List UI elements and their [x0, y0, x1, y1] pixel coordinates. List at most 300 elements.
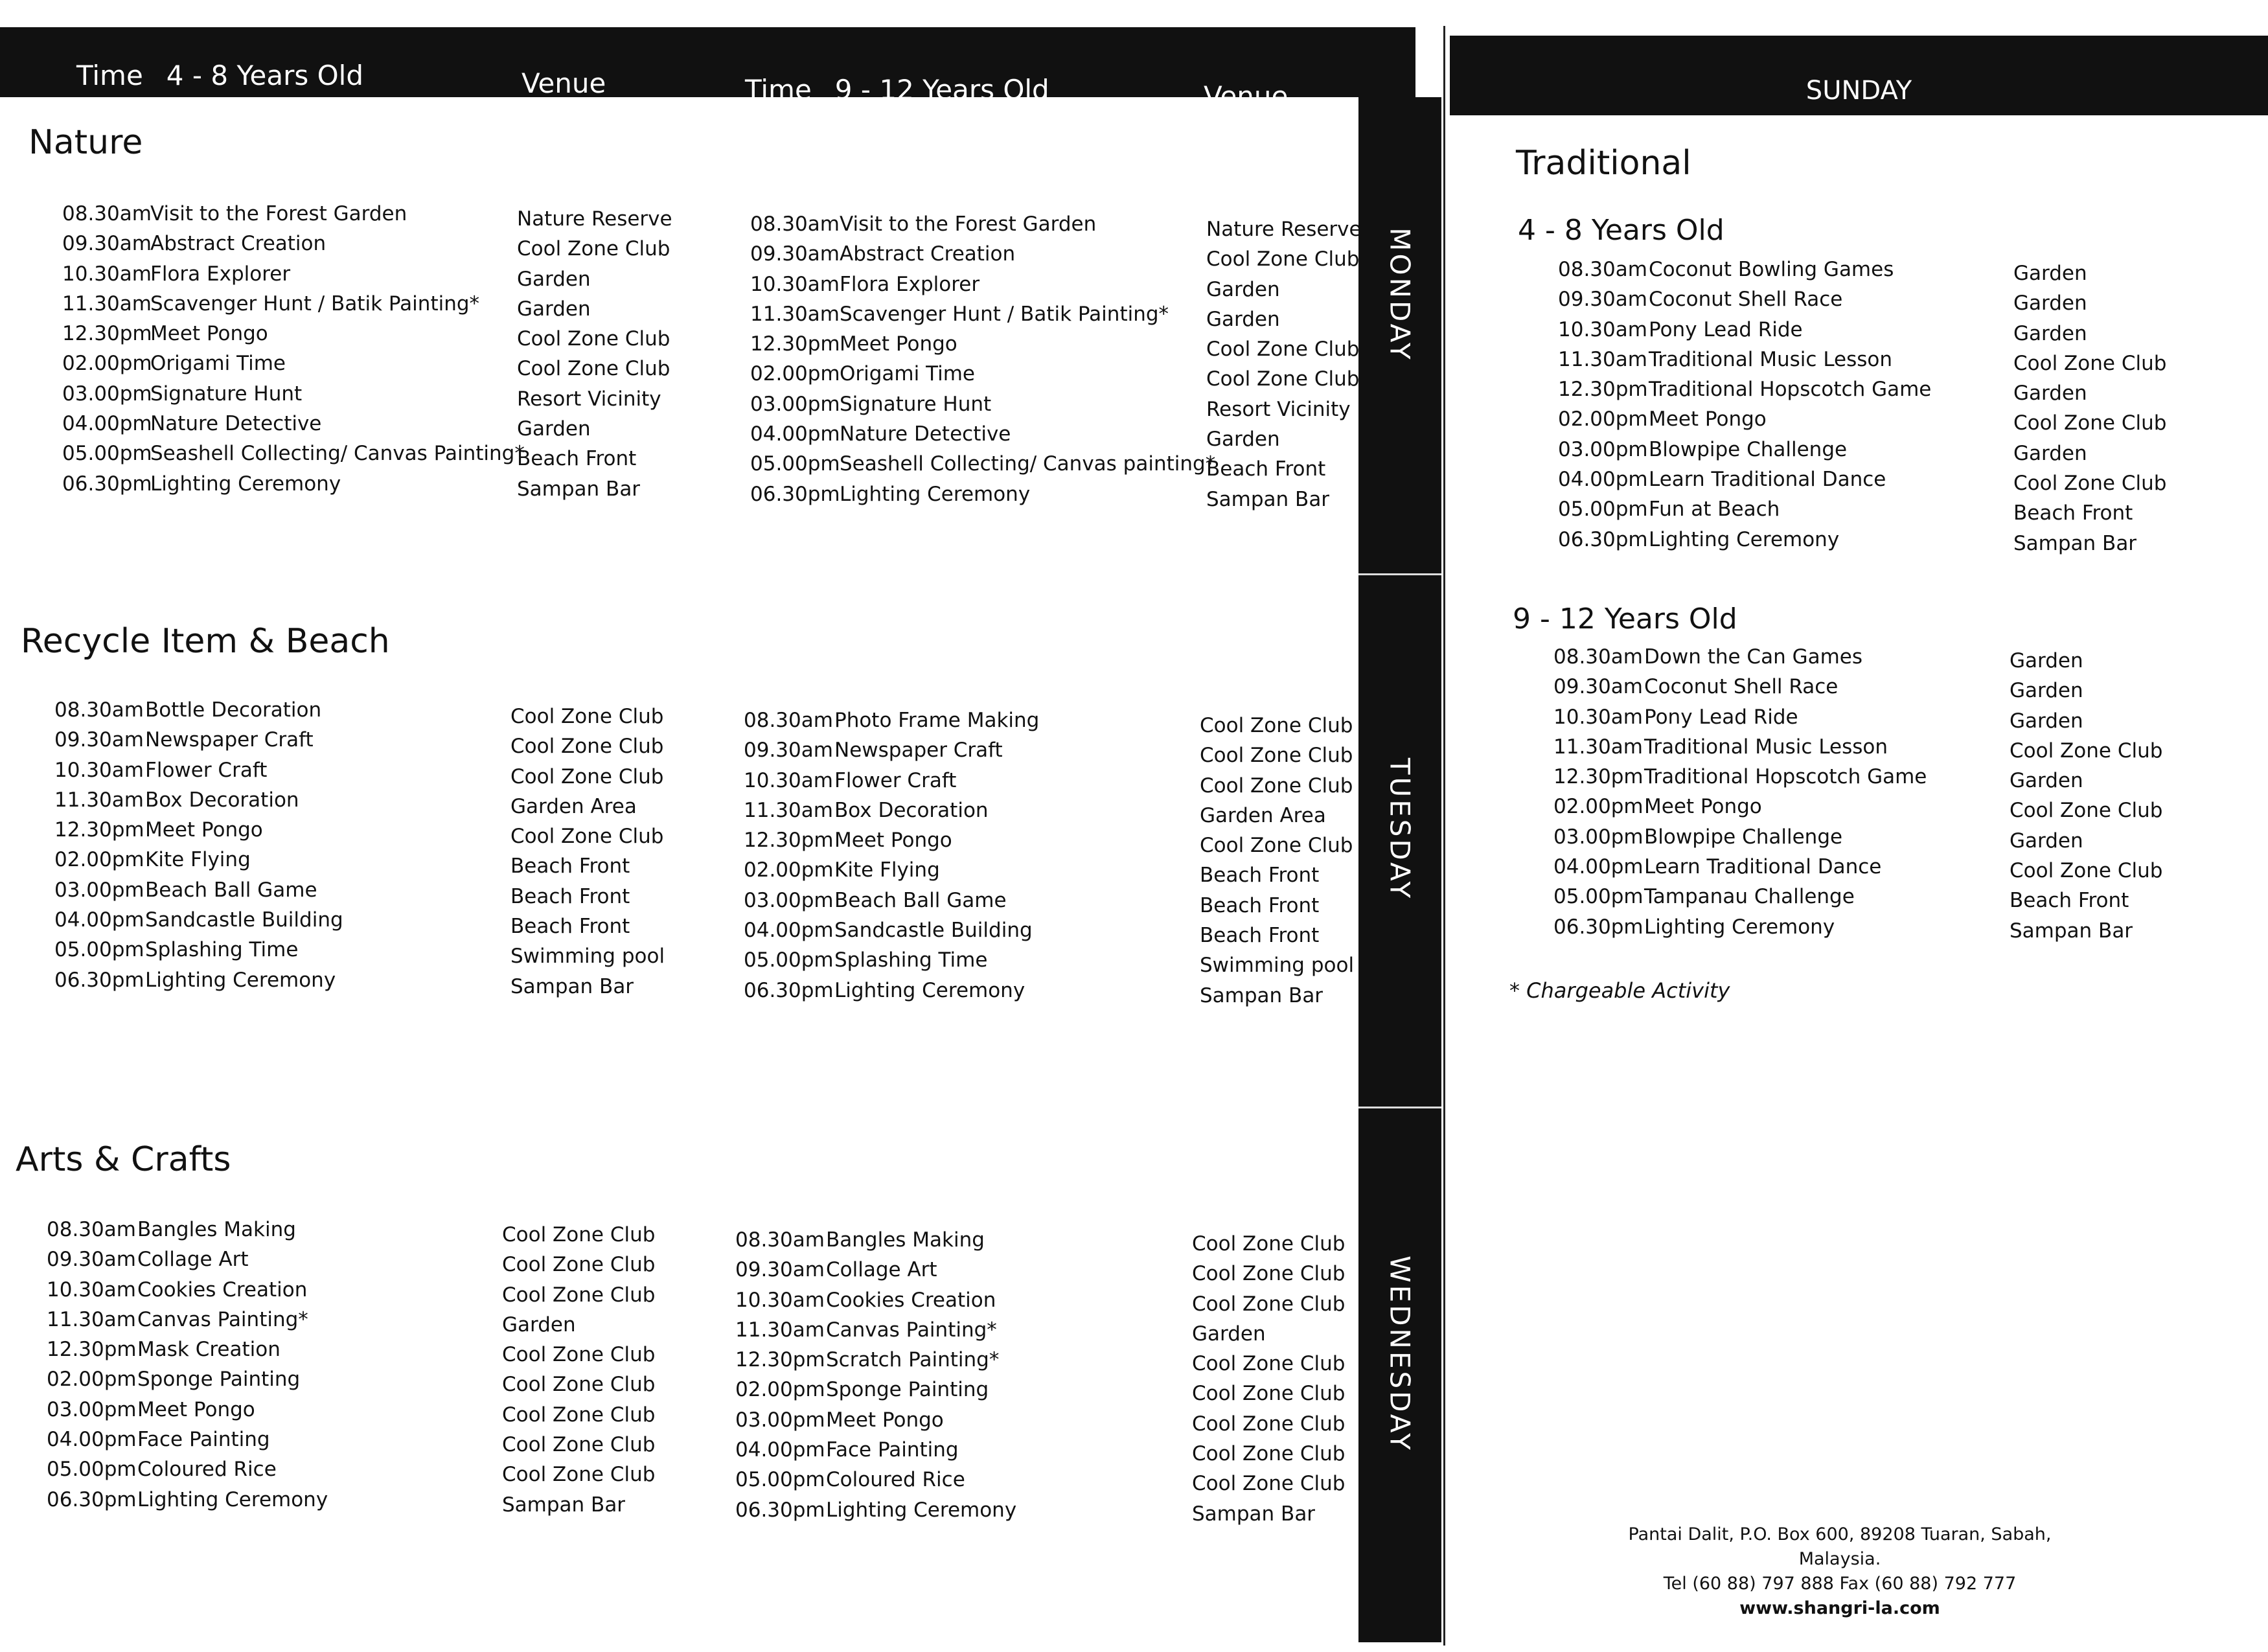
activity-time: 03.00pm: [62, 382, 152, 406]
schedule-row: [62, 292, 480, 322]
activity-venue: Resort Vicinity: [1206, 397, 1351, 421]
activity-venue: Garden: [2013, 441, 2087, 465]
activity-name: Meet Pongo: [145, 818, 263, 842]
schedule-row: [47, 1338, 281, 1368]
activity-name: Kite Flying: [145, 848, 251, 872]
activity-time: 05.00pm: [47, 1458, 137, 1482]
activity-venue: Beach Front: [1206, 457, 1326, 481]
schedule-row: [1558, 288, 1843, 317]
resort-contact-footer: [1600, 1522, 2079, 1621]
activity-time: 06.30pm: [62, 472, 152, 496]
schedule-row: [62, 382, 303, 412]
activity-name: Scratch Painting*: [826, 1348, 1000, 1372]
schedule-row: [1558, 468, 1886, 498]
activity-time: 06.30pm: [744, 978, 834, 1002]
section-title-traditional: Traditional: [1516, 144, 1691, 183]
col-time-age-9-12: [745, 74, 1049, 106]
schedule-row: [47, 1218, 296, 1248]
schedule-row: [62, 322, 268, 352]
activity-venue: Beach Front: [510, 855, 630, 878]
schedule-row: [1553, 705, 1798, 735]
activity-venue: Sampan Bar: [1206, 487, 1330, 511]
activity-time: 10.30am: [1553, 705, 1643, 729]
schedule-row: [735, 1408, 944, 1438]
activity-venue: Cool Zone Club: [1200, 744, 1353, 768]
activity-venue: Cool Zone Club: [1192, 1292, 1346, 1316]
activity-name: Signature Hunt: [840, 392, 992, 416]
activity-name: Box Decoration: [145, 788, 299, 812]
schedule-recycle-9-12: [744, 709, 1040, 1009]
activity-time: 02.00pm: [1558, 407, 1648, 431]
activity-time: 08.30am: [1558, 258, 1647, 281]
activity-time: 03.00pm: [1558, 437, 1648, 461]
activity-time: 09.30am: [62, 232, 152, 256]
schedule-row: [54, 878, 317, 908]
spine-divider: [1358, 1107, 1441, 1108]
activity-venue: Cool Zone Club: [502, 1463, 656, 1487]
activity-name: Traditional Hopscotch Game: [1649, 378, 1932, 402]
activity-name: Lighting Ceremony: [1649, 527, 1840, 551]
schedule-row: [744, 798, 989, 829]
activity-name: Scavenger Hunt / Batik Painting*: [150, 292, 480, 315]
activity-time: 04.00pm: [735, 1438, 825, 1462]
activity-time: 03.00pm: [47, 1397, 137, 1421]
activity-time: 06.30pm: [47, 1487, 137, 1511]
activity-name: Meet Pongo: [1649, 407, 1767, 431]
activity-time: 08.30am: [62, 202, 152, 225]
activity-name: Seashell Collecting/ Canvas Painting*: [150, 442, 525, 466]
activity-time: 03.00pm: [735, 1408, 825, 1432]
chargeable-footnote: * Chargeable Activity: [1509, 978, 1730, 1003]
activity-time: 09.30am: [1558, 288, 1647, 312]
schedule-row: [1558, 527, 1840, 558]
activity-name: Face Painting: [137, 1428, 270, 1452]
schedule-row: [1553, 675, 1838, 705]
activity-time: 11.30am: [47, 1307, 136, 1331]
sunday-title: SUNDAY: [1805, 76, 1912, 106]
venues-recycle-4-8: [510, 705, 665, 1005]
activity-time: 08.30am: [54, 698, 144, 722]
section-title-arts: Arts & Crafts: [16, 1140, 231, 1179]
activity-name: Lighting Ceremony: [834, 978, 1025, 1002]
schedule-row: [54, 938, 299, 968]
activity-name: Coloured Rice: [137, 1458, 277, 1482]
activity-venue: Cool Zone Club: [1192, 1472, 1346, 1496]
day-label-wednesday: WEDNESDAY: [1384, 1256, 1416, 1452]
activity-name: Newspaper Craft: [145, 728, 314, 752]
activity-name: Blowpipe Challenge: [1649, 437, 1848, 461]
activity-name: Meet Pongo: [150, 322, 268, 346]
activity-time: 10.30am: [750, 272, 840, 296]
activity-venue: Cool Zone Club: [1206, 338, 1360, 361]
activity-name: Box Decoration: [834, 798, 989, 822]
activity-time: 12.30pm: [47, 1338, 137, 1362]
schedule-row: [47, 1428, 270, 1458]
activity-name: Coconut Shell Race: [1644, 675, 1838, 699]
activity-name: Meet Pongo: [834, 829, 952, 853]
schedule-arts-9-12: [735, 1228, 1017, 1528]
activity-name: Meet Pongo: [1644, 795, 1762, 819]
activity-name: Canvas Painting*: [137, 1307, 308, 1331]
activity-time: 02.00pm: [750, 362, 840, 386]
activity-venue: Cool Zone Club: [1192, 1262, 1346, 1286]
col-venue-1: Venue: [521, 67, 606, 99]
activity-venue: Cool Zone Club: [1200, 714, 1353, 737]
schedule-row: [1558, 498, 1780, 527]
activity-time: 02.00pm: [62, 352, 152, 376]
schedule-row: [1558, 258, 1894, 288]
schedule-row: [62, 472, 341, 502]
schedule-row: [744, 829, 952, 858]
activity-time: 10.30am: [1558, 317, 1647, 341]
col-time-age-4-8: [76, 60, 363, 91]
day-spine: [1358, 97, 1441, 1642]
activity-time: 11.30am: [744, 798, 833, 822]
activity-time: 05.00pm: [1558, 498, 1648, 522]
schedule-row: [54, 908, 343, 938]
schedule-traditional-9-12: [1553, 645, 1927, 945]
activity-venue: Cool Zone Club: [1206, 247, 1360, 271]
venues-arts-4-8: [502, 1223, 655, 1523]
activity-venue: Sampan Bar: [2010, 919, 2133, 943]
activity-name: Meet Pongo: [840, 332, 957, 356]
activity-name: Visit to the Forest Garden: [150, 202, 407, 225]
activity-venue: Cool Zone Club: [517, 327, 670, 351]
activity-name: Coloured Rice: [826, 1468, 965, 1492]
venues-traditional-9-12: [2010, 649, 2162, 949]
activity-time: 10.30am: [54, 758, 144, 782]
activity-name: Traditional Hopscotch Game: [1644, 765, 1927, 789]
activity-time: 12.30pm: [735, 1348, 825, 1372]
footer-website: www.shangri-la.com: [1739, 1598, 1940, 1618]
age-label-9-12: 9 - 12 Years Old: [834, 74, 1049, 106]
schedule-row: [750, 362, 975, 392]
activity-time: 10.30am: [62, 262, 152, 286]
activity-venue: Cool Zone Club: [510, 735, 664, 759]
activity-venue: Garden: [517, 297, 591, 321]
activity-name: Lighting Ceremony: [826, 1498, 1017, 1522]
activity-time: 08.30am: [47, 1218, 136, 1241]
day-label-monday: MONDAY: [1384, 227, 1416, 362]
activity-name: Learn Traditional Dance: [1649, 468, 1886, 492]
activity-name: Meet Pongo: [137, 1397, 255, 1421]
schedule-row: [744, 739, 1003, 768]
schedule-row: [47, 1397, 255, 1428]
schedule-row: [62, 202, 407, 232]
activity-venue: Garden Area: [510, 794, 637, 818]
activity-name: Mask Creation: [137, 1338, 281, 1362]
activity-name: Beach Ball Game: [145, 878, 317, 902]
activity-name: Collage Art: [826, 1258, 937, 1282]
venues-nature-9-12: [1206, 218, 1362, 518]
activity-name: Learn Traditional Dance: [1644, 855, 1882, 879]
activity-venue: Cool Zone Club: [1192, 1442, 1346, 1466]
schedule-row: [47, 1248, 249, 1278]
activity-venue: Garden: [1206, 428, 1280, 452]
schedule-row: [1553, 885, 1855, 915]
schedule-row: [750, 332, 957, 362]
activity-time: 02.00pm: [54, 848, 144, 872]
col-venue-2: Venue: [1204, 80, 1289, 112]
activity-venue: Beach Front: [1200, 864, 1320, 888]
schedule-row: [54, 758, 268, 788]
schedule-row: [47, 1487, 328, 1518]
activity-time: 04.00pm: [54, 908, 144, 932]
venues-recycle-9-12: [1200, 714, 1354, 1014]
schedule-row: [735, 1258, 937, 1288]
activity-venue: Cool Zone Club: [502, 1433, 656, 1457]
sunday-header-bar: [1450, 36, 2268, 115]
activity-time: 12.30pm: [62, 322, 152, 346]
activity-venue: Garden: [2010, 829, 2083, 853]
activity-time: 09.30am: [54, 728, 144, 752]
footer-phone: Tel (60 88) 797 888 Fax (60 88) 792 777: [1663, 1574, 2017, 1594]
activity-venue: Nature Reserve: [517, 207, 672, 231]
activity-name: Sandcastle Building: [834, 919, 1033, 943]
schedule-row: [750, 452, 1216, 482]
schedule-row: [47, 1278, 308, 1308]
activity-name: Lighting Ceremony: [840, 482, 1031, 506]
activity-time: 04.00pm: [62, 412, 152, 436]
activity-name: Flora Explorer: [150, 262, 291, 286]
activity-time: 10.30am: [744, 768, 833, 792]
activity-time: 02.00pm: [735, 1378, 825, 1402]
activity-time: 12.30pm: [1553, 765, 1644, 789]
weekday-header-bar: [0, 27, 1415, 112]
activity-name: Tampanau Challenge: [1644, 885, 1855, 909]
activity-venue: Cool Zone Club: [502, 1223, 656, 1246]
schedule-row: [62, 442, 525, 472]
activity-time: 12.30pm: [750, 332, 840, 356]
activity-name: Face Painting: [826, 1438, 959, 1462]
schedule-row: [735, 1348, 1000, 1378]
activity-venue: Cool Zone Club: [502, 1373, 656, 1397]
activity-time: 11.30am: [54, 788, 144, 812]
traditional-age-9-12: 9 - 12 Years Old: [1513, 602, 1737, 636]
activity-venue: Sampan Bar: [517, 477, 641, 501]
activity-venue: Cool Zone Club: [502, 1403, 656, 1427]
activity-name: Lighting Ceremony: [145, 968, 336, 992]
activity-name: Bottle Decoration: [145, 698, 322, 722]
activity-name: Lighting Ceremony: [137, 1487, 328, 1511]
activity-venue: Swimming pool: [510, 945, 665, 969]
activity-venue: Cool Zone Club: [517, 237, 670, 261]
activity-time: 10.30am: [735, 1288, 825, 1312]
activity-name: Traditional Music Lesson: [1649, 347, 1893, 371]
activity-venue: Garden: [1206, 307, 1280, 331]
day-label-tuesday: TUESDAY: [1384, 757, 1416, 901]
activity-time: 02.00pm: [744, 858, 834, 882]
activity-venue: Cool Zone Club: [510, 705, 664, 728]
traditional-age-4-8: 4 - 8 Years Old: [1518, 214, 1724, 247]
schedule-row: [750, 212, 1097, 242]
schedule-row: [735, 1438, 959, 1468]
activity-venue: Cool Zone Club: [2013, 351, 2167, 375]
activity-venue: Sampan Bar: [502, 1493, 626, 1517]
activity-venue: Garden: [2013, 321, 2087, 345]
activity-venue: Cool Zone Club: [2013, 411, 2167, 435]
schedule-row: [62, 232, 326, 262]
activity-venue: Cool Zone Club: [502, 1253, 656, 1277]
schedule-row: [744, 709, 1040, 739]
activity-time: 06.30pm: [1553, 915, 1644, 939]
activity-time: 02.00pm: [47, 1368, 137, 1392]
activity-venue: Beach Front: [510, 915, 630, 939]
activity-time: 09.30am: [1553, 675, 1643, 699]
activity-venue: Cool Zone Club: [510, 764, 664, 788]
activity-time: 11.30am: [750, 302, 840, 326]
activity-time: 09.30am: [744, 739, 833, 763]
activity-name: Abstract Creation: [840, 242, 1016, 266]
schedule-arts-4-8: [47, 1218, 328, 1518]
activity-time: 04.00pm: [47, 1428, 137, 1452]
activity-time: 10.30am: [47, 1278, 136, 1302]
activity-venue: Beach Front: [1200, 924, 1320, 948]
activity-venue: Resort Vicinity: [517, 387, 661, 411]
schedule-row: [750, 392, 992, 422]
activity-name: Lighting Ceremony: [1644, 915, 1835, 939]
activity-venue: Cool Zone Club: [1192, 1352, 1346, 1376]
activity-time: 11.30am: [62, 292, 152, 315]
activity-name: Splashing Time: [834, 948, 988, 972]
schedule-row: [1558, 347, 1893, 378]
activity-venue: Garden: [2010, 679, 2083, 703]
schedule-row: [47, 1458, 277, 1487]
activity-name: Beach Ball Game: [834, 888, 1007, 912]
activity-time: 08.30am: [750, 212, 840, 236]
schedule-row: [54, 728, 314, 758]
schedule-row: [1553, 735, 1888, 765]
activity-time: 03.00pm: [1553, 825, 1644, 849]
schedule-row: [744, 948, 988, 978]
activity-name: Lighting Ceremony: [150, 472, 341, 496]
activity-venue: Cool Zone Club: [502, 1343, 656, 1367]
activity-name: Meet Pongo: [826, 1408, 944, 1432]
activity-name: Sponge Painting: [826, 1378, 989, 1402]
footer-address: Pantai Dalit, P.O. Box 600, 89208 Tuaran, Sabah, Malaysia.: [1628, 1524, 2052, 1569]
schedule-row: [54, 848, 251, 878]
activity-venue: Sampan Bar: [510, 974, 634, 998]
schedule-row: [1553, 915, 1835, 945]
activity-time: 04.00pm: [1553, 855, 1644, 879]
time-label: Time: [76, 60, 143, 91]
activity-venue: Cool Zone Club: [2013, 472, 2167, 496]
activity-time: 04.00pm: [1558, 468, 1648, 492]
activity-venue: Garden: [517, 267, 591, 291]
activity-time: 11.30am: [735, 1318, 825, 1342]
activity-venue: Cool Zone Club: [510, 825, 664, 849]
activity-time: 08.30am: [735, 1228, 825, 1252]
activity-time: 03.00pm: [54, 878, 144, 902]
schedule-nature-9-12: [750, 212, 1216, 512]
activity-name: Canvas Painting*: [826, 1318, 997, 1342]
schedule-row: [735, 1498, 1017, 1528]
schedule-row: [744, 978, 1025, 1009]
activity-name: Seashell Collecting/ Canvas painting*: [840, 452, 1216, 476]
schedule-traditional-4-8: [1558, 258, 1932, 558]
schedule-row: [750, 242, 1016, 272]
activity-time: 05.00pm: [744, 948, 834, 972]
schedule-row: [1553, 765, 1927, 795]
activity-venue: Garden: [2013, 382, 2087, 406]
activity-venue: Cool Zone Club: [502, 1283, 656, 1307]
schedule-row: [744, 768, 957, 799]
activity-venue: Cool Zone Club: [1192, 1412, 1346, 1436]
activity-venue: Beach Front: [1200, 893, 1320, 917]
activity-name: Abstract Creation: [150, 232, 326, 256]
activity-name: Bangles Making: [137, 1218, 296, 1241]
activity-time: 06.30pm: [750, 482, 840, 506]
activity-venue: Cool Zone Club: [1192, 1232, 1346, 1256]
schedule-nature-4-8: [62, 202, 525, 502]
venues-traditional-4-8: [2013, 262, 2166, 562]
schedule-row: [735, 1318, 997, 1348]
activity-venue: Garden: [1192, 1322, 1266, 1346]
activity-venue: Garden: [2013, 292, 2087, 315]
activity-venue: Garden: [2010, 769, 2083, 793]
time-label: Time: [745, 74, 812, 106]
activity-venue: Garden: [2013, 262, 2087, 285]
schedule-row: [744, 919, 1033, 948]
activity-time: 12.30pm: [744, 829, 834, 853]
activity-venue: Beach Front: [2010, 889, 2129, 913]
activity-time: 11.30am: [1558, 347, 1647, 371]
schedule-row: [62, 352, 286, 382]
schedule-row: [735, 1378, 989, 1408]
spine-divider: [1358, 573, 1441, 575]
schedule-row: [735, 1288, 996, 1318]
activity-time: 09.30am: [735, 1258, 825, 1282]
activity-name: Traditional Music Lesson: [1644, 735, 1888, 759]
age-label-4-8: 4 - 8 Years Old: [166, 60, 363, 91]
activity-name: Sandcastle Building: [145, 908, 343, 932]
activity-venue: Cool Zone Club: [517, 357, 670, 381]
activity-name: Flower Craft: [834, 768, 957, 792]
activity-venue: Garden: [2010, 709, 2083, 733]
schedule-row: [47, 1368, 301, 1397]
activity-name: Origami Time: [840, 362, 975, 386]
activity-name: Blowpipe Challenge: [1644, 825, 1843, 849]
activity-name: Newspaper Craft: [834, 739, 1003, 763]
activity-venue: Beach Front: [510, 884, 630, 908]
activity-venue: Garden: [517, 417, 591, 441]
section-title-nature: Nature: [29, 123, 143, 162]
schedule-row: [750, 272, 980, 303]
activity-name: Nature Detective: [840, 422, 1011, 446]
activity-venue: Sampan Bar: [2013, 531, 2137, 555]
schedule-row: [735, 1228, 985, 1258]
activity-venue: Cool Zone Club: [1192, 1382, 1346, 1406]
activity-time: 06.30pm: [735, 1498, 825, 1522]
activity-time: 09.30am: [750, 242, 840, 266]
activity-venue: Beach Front: [2013, 501, 2133, 525]
schedule-row: [62, 262, 291, 292]
activity-name: Coconut Bowling Games: [1649, 258, 1894, 281]
schedule-row: [750, 302, 1169, 332]
activity-venue: Nature Reserve: [1206, 218, 1362, 241]
activity-venue: Cool Zone Club: [1200, 774, 1353, 797]
activity-time: 04.00pm: [750, 422, 840, 446]
activity-name: Signature Hunt: [150, 382, 303, 406]
activity-time: 05.00pm: [1553, 885, 1644, 909]
schedule-row: [1558, 317, 1803, 348]
activity-venue: Garden: [1206, 277, 1280, 301]
activity-time: 08.30am: [744, 709, 833, 732]
activity-time: 09.30am: [47, 1248, 136, 1272]
activity-name: Flora Explorer: [840, 272, 980, 296]
activity-time: 12.30pm: [54, 818, 144, 842]
schedule-row: [1558, 407, 1767, 437]
